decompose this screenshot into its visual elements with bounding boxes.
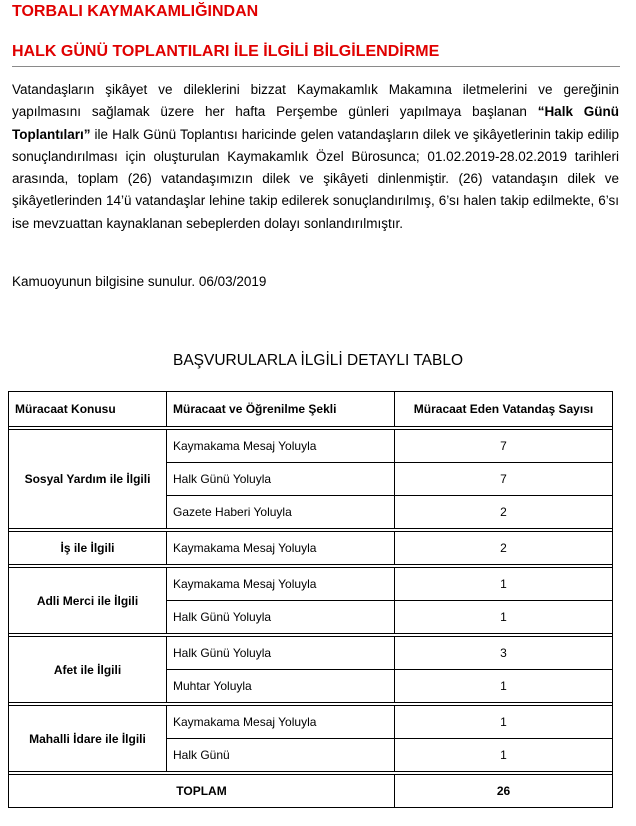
total-label: TOPLAM	[9, 775, 395, 808]
document-subtitle: HALK GÜNÜ TOPLANTILARI İLE İLGİLİ BİLGİLENDİRME	[12, 43, 440, 60]
count-cell: 1	[395, 568, 613, 601]
applications-table	[8, 391, 613, 808]
paragraph-text-2: ile Halk Günü Toplantısı haricinde gelen vatandaşların dilek ve şikâyetlerinin takip edilip sonuçlandırılması için oluşturulan Kaymakamlık Özel Bürosunca; 01.02.2019-28.02.2019 tarihleri arasında, toplam (26) vatandaşımızın dilek ve şikâyeti dinlenmiştir. (26) vatandaşın dilek ve şikâyetlerinden 14’ü vatandaşlar lehine takip edilerek sonuçlandırılmış, 6’sı halen takip edilmekte, 6’sı ise mevzuattan kaynaklanan sebeplerden dolayı sonlandırılmıştır.	[12, 126, 619, 231]
header-count: Müracaat Eden Vatandaş Sayısı	[395, 392, 613, 427]
table-row	[9, 568, 613, 601]
count-cell: 2	[395, 496, 613, 529]
header-method: Müracaat ve Öğrenilme Şekli	[167, 392, 395, 427]
method-cell: Kaymakama Mesaj Yoluyla	[167, 532, 395, 565]
table-header-row	[9, 392, 613, 427]
method-cell: Kaymakama Mesaj Yoluyla	[167, 706, 395, 739]
group-topic: Afet ile İlgili	[9, 637, 167, 703]
table-row	[9, 532, 613, 565]
count-cell: 1	[395, 601, 613, 634]
count-cell: 2	[395, 532, 613, 565]
method-cell: Halk Günü Yoluyla	[167, 601, 395, 634]
paragraph-bold-term: “Halk Günü Toplantıları”	[12, 104, 619, 142]
table-row	[9, 637, 613, 670]
count-cell: 7	[395, 463, 613, 496]
method-cell: Gazete Haberi Yoluyla	[167, 496, 395, 529]
total-value: 26	[395, 775, 613, 808]
paragraph-text-1: Vatandaşların şikâyet ve dileklerini bizzat Kaymakamlık Makamına iletmelerini ve gereğinin yapılmasını sağlamak üzere her hafta Perşembe günleri yapılmaya başlanan	[12, 82, 619, 120]
count-cell: 1	[395, 670, 613, 703]
method-cell: Muhtar Yoluyla	[167, 670, 395, 703]
table-row	[9, 430, 613, 463]
count-cell: 1	[395, 706, 613, 739]
table-title: BAŞVURULARLA İLGİLİ DETAYLI TABLO	[172, 352, 464, 369]
header-topic: Müracaat Konusu	[9, 392, 167, 427]
method-cell: Kaymakama Mesaj Yoluyla	[167, 568, 395, 601]
method-cell: Kaymakama Mesaj Yoluyla	[167, 430, 395, 463]
table-total-row	[9, 775, 613, 808]
count-cell: 1	[395, 739, 613, 772]
document-title: TORBALI KAYMAKAMLIĞINDAN	[12, 3, 259, 20]
table-row	[9, 706, 613, 739]
group-topic: Adli Merci ile İlgili	[9, 568, 167, 634]
group-topic: İş ile İlgili	[9, 532, 167, 565]
count-cell: 7	[395, 430, 613, 463]
method-cell: Halk Günü	[167, 739, 395, 772]
count-cell: 3	[395, 637, 613, 670]
group-topic: Sosyal Yardım ile İlgili	[9, 430, 167, 529]
method-cell: Halk Günü Yoluyla	[167, 637, 395, 670]
announcement-paragraph	[12, 79, 619, 235]
method-cell: Halk Günü Yoluyla	[167, 463, 395, 496]
public-notice-line: Kamuoyunun bilgisine sunulur. 06/03/2019	[12, 274, 267, 289]
group-topic: Mahalli İdare ile İlgili	[9, 706, 167, 772]
title-divider	[12, 66, 620, 67]
